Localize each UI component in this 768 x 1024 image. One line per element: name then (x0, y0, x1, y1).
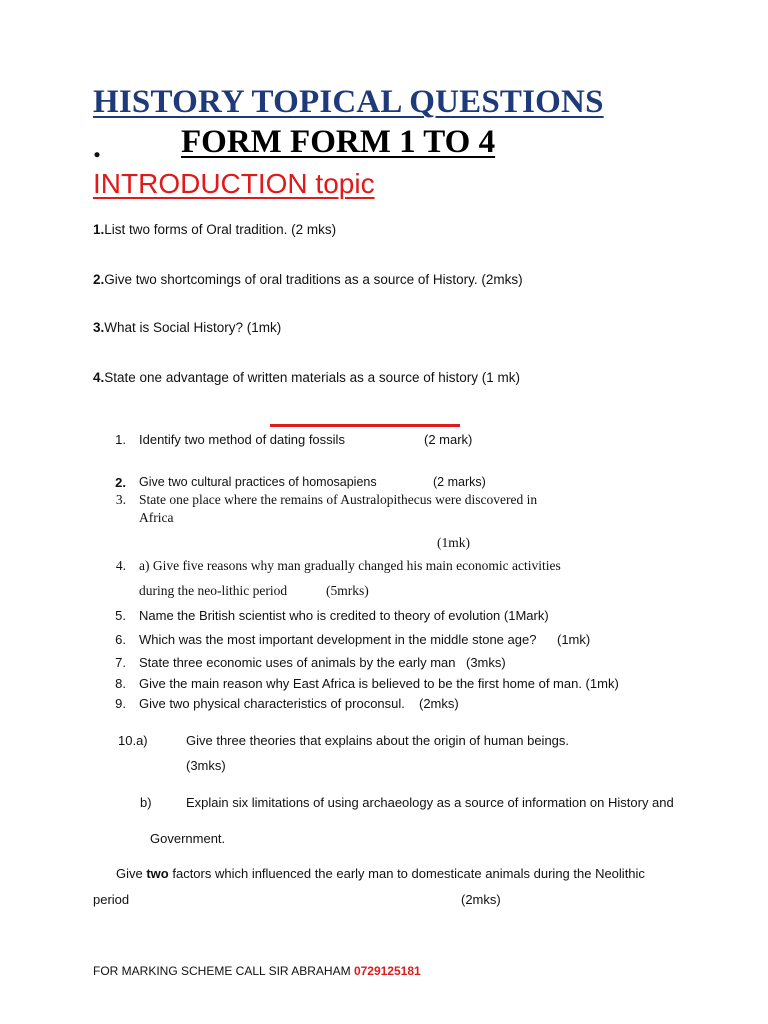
red-divider (270, 424, 460, 427)
list-item-text: Give two cultural practices of homosapiens (139, 475, 377, 489)
list-item-text: State one place where the remains of Australopithecus were discovered in (139, 492, 538, 507)
list-item-text-cont: during the neo-lithic period (139, 583, 288, 598)
form-subtitle: FORM FORM 1 TO 4 (181, 124, 496, 160)
list-item-marks: (2mks) (419, 696, 459, 711)
footer-note: FOR MARKING SCHEME CALL SIR ABRAHAM 0729125181 (93, 964, 421, 978)
list-item-text: Give the main reason why East Africa is believed to be the first home of man. (1mk) (139, 676, 619, 691)
title-bullet: . (93, 128, 101, 164)
intro-question-1: 1.List two forms of Oral tradition. (2 mks) (93, 222, 337, 237)
list-item-text: Which was the most important development in the middle stone age? (139, 632, 537, 647)
q10b-label: b) (140, 795, 152, 810)
document-title: HISTORY TOPICAL QUESTIONS (93, 84, 604, 120)
last-question-marks: (2mks) (461, 892, 501, 907)
list-item-text: Identify two method of dating fossils (139, 432, 345, 447)
list-number: 3. (115, 492, 126, 507)
intro-question-3: 3.What is Social History? (1mk) (93, 320, 282, 335)
last-question: Give two factors which influenced the early man to domesticate animals during the Neolithic (116, 866, 645, 881)
q10b-text: Explain six limitations of using archaeology as a source of information on History and (186, 795, 674, 810)
intro-question-4: 4.State one advantage of written materials as a source of history (1 mk) (93, 370, 520, 385)
list-item-marks: (1mk) (557, 632, 591, 647)
list-item-text: Give two physical characteristics of proconsul. (139, 696, 405, 711)
list-item-text: a) Give five reasons why man gradually changed his main economic activities (139, 558, 561, 573)
list-item-text: State three economic uses of animals by the early man (139, 655, 456, 670)
intro-question-2: 2.Give two shortcomings of oral traditions as a source of History. (2mks) (93, 272, 523, 287)
list-item-marks: (2 mark) (424, 432, 473, 447)
list-number: 7. (115, 655, 126, 670)
list-item-marks: (3mks) (466, 655, 506, 670)
q10b-text-cont: Government. (150, 831, 226, 846)
list-item-marks: (2 marks) (433, 475, 486, 489)
footer-phone: 0729125181 (353, 964, 421, 978)
list-item-marks: (5mrks) (326, 583, 369, 598)
list-number: 8. (115, 676, 126, 691)
q10a-marks: (3mks) (186, 758, 226, 773)
list-number: 4. (115, 558, 126, 573)
list-number: 6. (115, 632, 126, 647)
list-number: 2. (115, 475, 126, 490)
list-item-text: Name the British scientist who is credited to theory of evolution (1Mark) (139, 608, 549, 623)
list-number: 5. (115, 608, 126, 623)
list-item-text-cont: Africa (139, 510, 174, 525)
list-number: 9. (115, 696, 126, 711)
q10a-text: Give three theories that explains about the origin of human beings. (186, 733, 570, 748)
section-title: INTRODUCTION topic (93, 168, 375, 199)
list-item-marks: (1mk) (437, 535, 470, 550)
q10a-label: 10.a) (118, 733, 148, 748)
list-number: 1. (115, 432, 126, 447)
last-question-cont: period (93, 892, 130, 907)
